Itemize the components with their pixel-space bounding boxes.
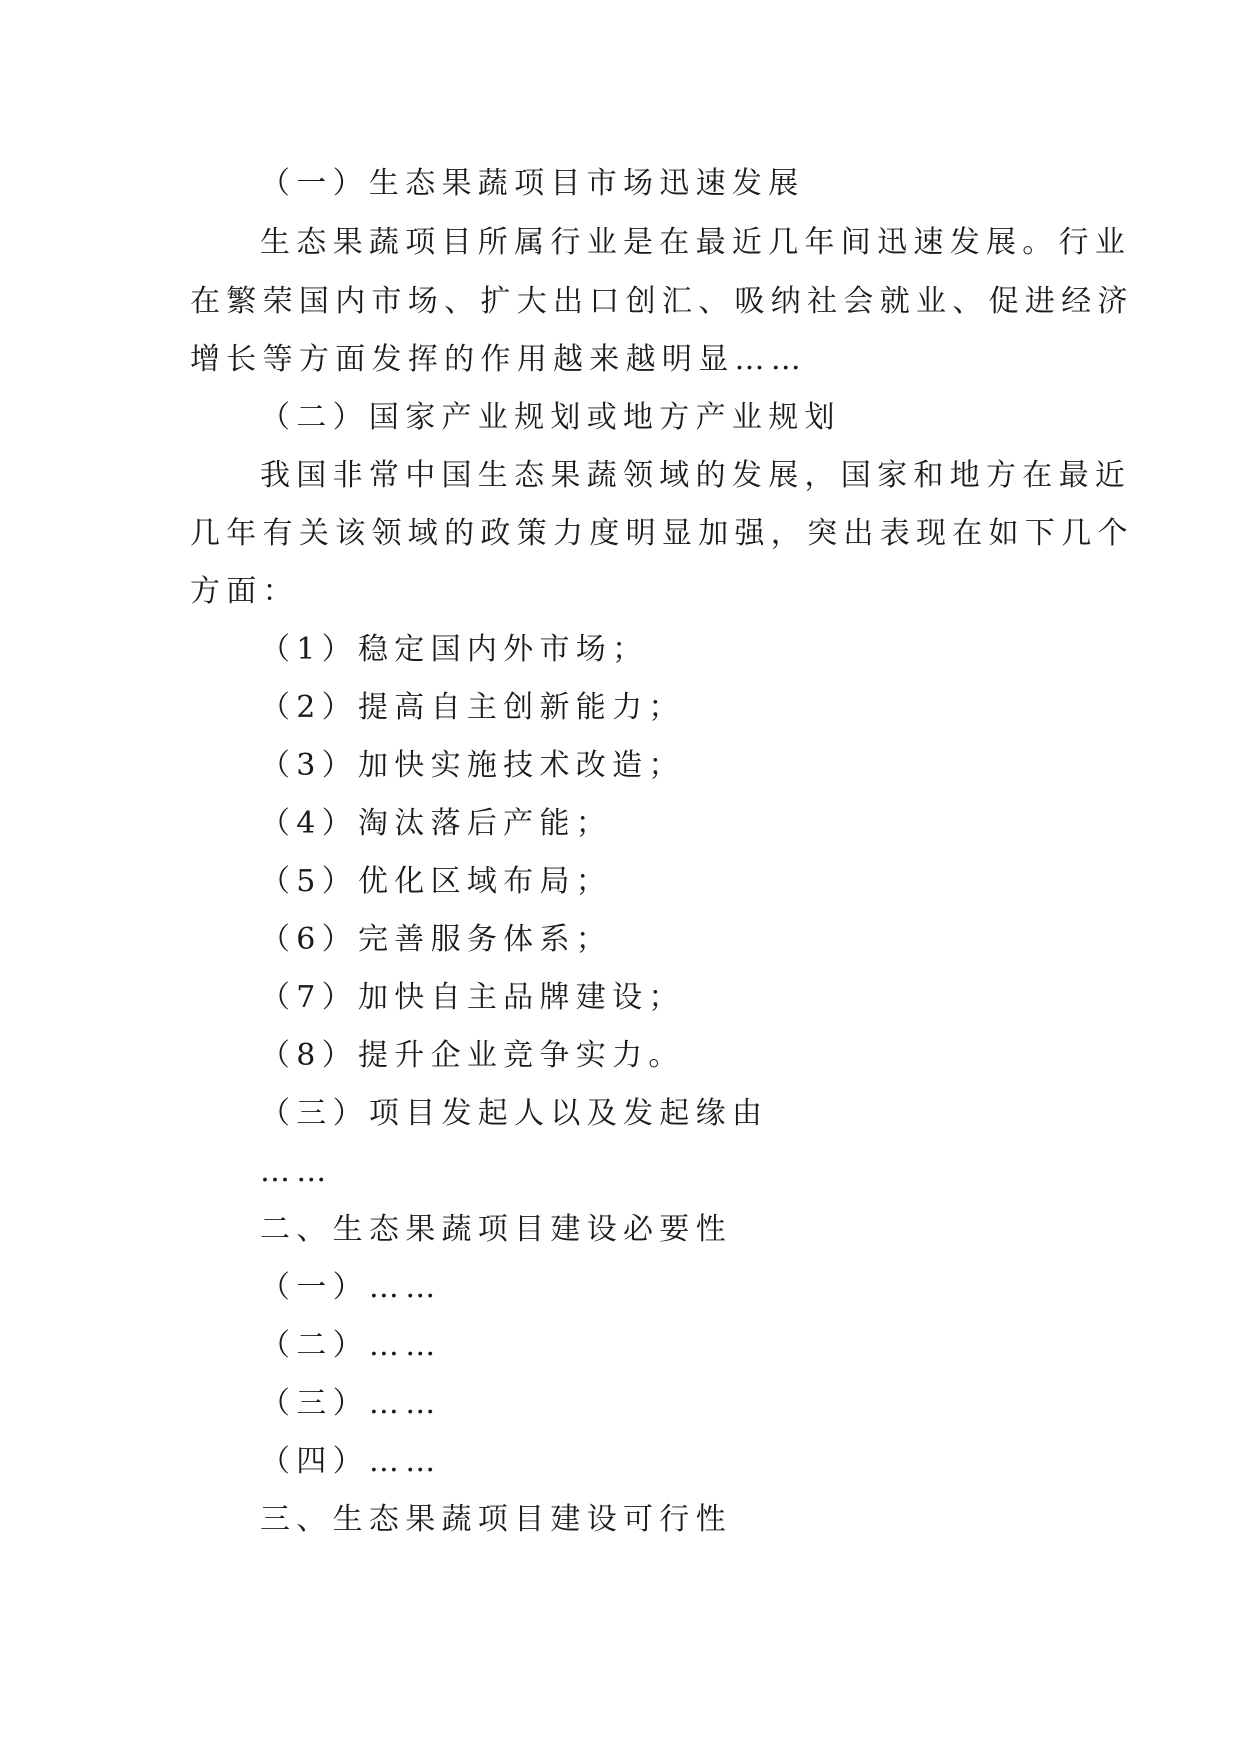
paragraph-line: 方面： [190, 574, 299, 609]
section-heading-initiator: （三）项目发起人以及发起缘由 [260, 1096, 769, 1131]
list-item: （4）淘汰落后产能； [260, 806, 613, 841]
section-heading-industry-planning: （二）国家产业规划或地方产业规划 [260, 400, 841, 435]
paragraph-line: 增长等方面发挥的作用越来越明显…… [190, 342, 808, 377]
list-item: （一）…… [260, 1270, 442, 1305]
list-item: （3）加快实施技术改造； [260, 748, 685, 783]
paragraph-line: 在繁荣国内市场、扩大出口创汇、吸纳社会就业、促进经济 [190, 284, 1134, 319]
list-item: （5）优化区域布局； [260, 864, 613, 899]
list-item: （1）稳定国内外市场； [260, 632, 649, 667]
paragraph-line: 我国非常中国生态果蔬领域的发展，国家和地方在最近 [260, 458, 1132, 493]
paragraph-line: 生态果蔬项目所属行业是在最近几年间迅速发展。行业 [260, 225, 1132, 260]
ellipsis-text: …… [260, 1154, 333, 1189]
paragraph-line: 几年有关该领域的政策力度明显加强，突出表现在如下几个 [190, 516, 1134, 551]
list-item: （6）完善服务体系； [260, 922, 613, 957]
list-item: （二）…… [260, 1328, 442, 1363]
list-item: （四）…… [260, 1444, 442, 1479]
chapter-heading-feasibility: 三、生态果蔬项目建设可行性 [260, 1502, 732, 1537]
section-heading-market-development: （一）生态果蔬项目市场迅速发展 [260, 166, 805, 201]
list-item: （三）…… [260, 1386, 442, 1421]
list-item: （2）提高自主创新能力； [260, 690, 685, 725]
list-item: （7）加快自主品牌建设； [260, 980, 685, 1015]
chapter-heading-necessity: 二、生态果蔬项目建设必要性 [260, 1212, 732, 1247]
list-item: （8）提升企业竞争实力。 [260, 1038, 685, 1073]
